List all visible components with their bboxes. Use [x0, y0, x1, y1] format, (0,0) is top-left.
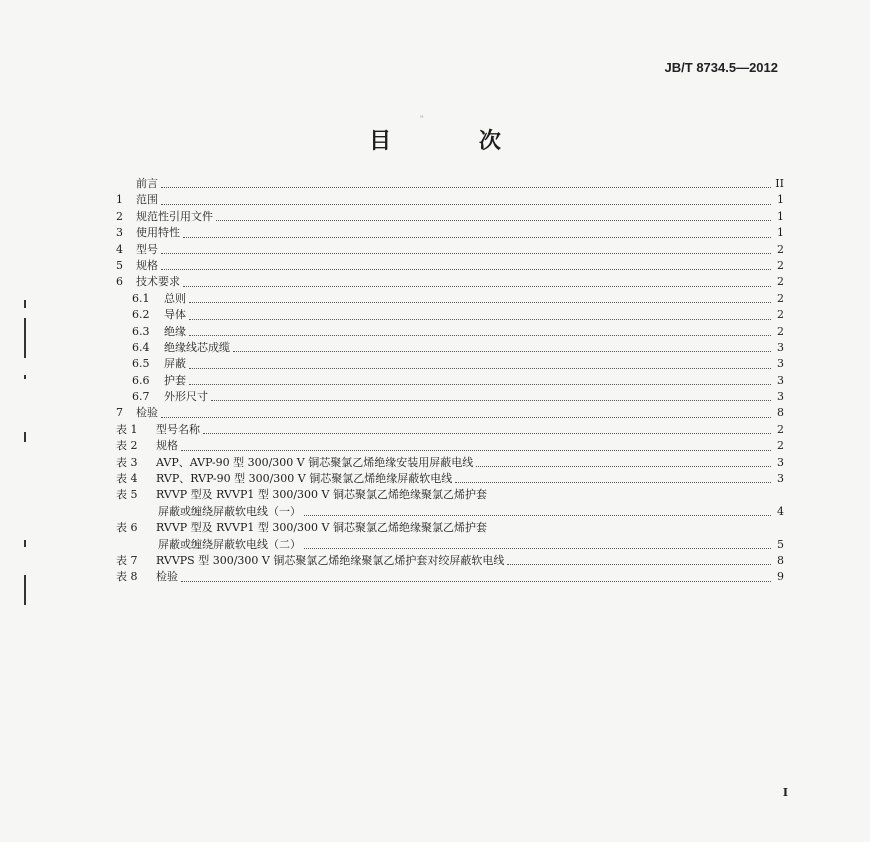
toc-entry-page: 2 [777, 439, 784, 453]
toc-entry-number: 6.2 [132, 308, 150, 322]
toc-entry-title: 护套 [164, 373, 186, 387]
toc-entry [116, 340, 784, 356]
toc-entry-number: 表 5 [116, 488, 138, 502]
toc-entry-page: 3 [777, 390, 784, 404]
dot-leader [189, 334, 771, 336]
scan-edge-mark [24, 300, 26, 308]
scan-edge-mark [24, 432, 26, 442]
toc-entry-number: 6.5 [132, 357, 150, 371]
toc-entry-title: 型号名称 [156, 422, 200, 436]
toc-entry [116, 405, 784, 421]
dot-leader [211, 399, 771, 401]
toc-entry-number: 表 1 [116, 422, 138, 436]
toc-entry-page: 2 [777, 324, 784, 338]
dot-leader [189, 383, 771, 385]
toc-entry [116, 242, 784, 258]
toc-entry-title: 技术要求 [136, 275, 180, 289]
toc-entry-title: 规格 [136, 258, 158, 272]
scan-edge-mark [24, 575, 26, 605]
toc-entry [116, 356, 784, 372]
toc-table-entry [116, 471, 784, 487]
toc-table-entry [116, 487, 784, 503]
toc-entry-title: 规范性引用文件 [136, 209, 213, 223]
toc-entry-page: 3 [777, 340, 784, 354]
toc-entry [116, 373, 784, 389]
dot-leader [304, 514, 771, 516]
toc-entry-page: 4 [777, 504, 784, 518]
dot-leader [455, 481, 771, 483]
toc-entry [116, 258, 784, 274]
toc-entry [116, 389, 784, 405]
toc-entry-number: 5 [116, 258, 123, 272]
dot-leader [203, 432, 771, 434]
toc-entry-title-continued: 屏蔽或缠绕屏蔽软电线（二） [158, 537, 301, 551]
toc-entry-page: 2 [777, 291, 784, 305]
toc-entry [116, 192, 784, 208]
toc-entry [116, 307, 784, 323]
page-title: 目 次 [369, 128, 541, 154]
toc-table-entry-continuation [116, 537, 784, 553]
speck-mark: '' [420, 115, 424, 123]
toc-entry [116, 209, 784, 225]
dot-leader [161, 252, 771, 254]
toc-entry-number: 3 [116, 226, 123, 240]
table-of-contents [116, 176, 784, 586]
toc-entry-title: 外形尺寸 [164, 390, 208, 404]
toc-entry-number: 6.6 [132, 373, 150, 387]
toc-entry-number: 4 [116, 242, 123, 256]
toc-entry-page: 2 [777, 242, 784, 256]
scan-edge-mark [24, 318, 26, 358]
toc-entry-number: 表 6 [116, 521, 138, 535]
toc-entry-number: 表 3 [116, 455, 138, 469]
toc-entry-page: 9 [777, 570, 784, 584]
toc-entry-number: 表 8 [116, 570, 138, 584]
toc-entry-number: 表 7 [116, 553, 138, 567]
toc-entry-title: RVVP 型及 RVVP1 型 300/300 V 铜芯聚氯乙烯绝缘聚氯乙烯护套 [156, 488, 487, 502]
dot-leader [161, 416, 771, 418]
page-number: I [782, 786, 788, 799]
toc-table-entry-continuation [116, 504, 784, 520]
toc-entry-title: 屏蔽 [164, 357, 186, 371]
toc-table-entry [116, 553, 784, 569]
toc-entry-page: 2 [777, 275, 784, 289]
toc-entry-page: 1 [777, 209, 784, 223]
toc-entry [116, 176, 784, 192]
toc-entry-title: RVVPS 型 300/300 V 铜芯聚氯乙烯绝缘聚氯乙烯护套对绞屏蔽软电线 [156, 553, 505, 567]
toc-entry-number: 6 [116, 275, 123, 289]
toc-entry-title: 绝缘线芯成缆 [164, 340, 230, 354]
toc-entry-title: 绝缘 [164, 324, 186, 338]
toc-table-entry [116, 520, 784, 536]
toc-table-entry [116, 455, 784, 471]
dot-leader [161, 186, 771, 188]
toc-entry-number: 表 4 [116, 472, 138, 486]
toc-entry-page: 2 [777, 422, 784, 436]
dot-leader [161, 203, 771, 205]
toc-entry-title: RVP、RVP-90 型 300/300 V 铜芯聚氯乙烯绝缘屏蔽软电线 [156, 472, 453, 486]
toc-entry [116, 225, 784, 241]
toc-entry-number: 6.1 [132, 291, 150, 305]
toc-entry-page: 3 [777, 455, 784, 469]
scan-edge-mark [24, 375, 26, 379]
toc-entry-title: 检验 [156, 570, 178, 584]
dot-leader [476, 465, 771, 467]
toc-entry-title: 前言 [136, 176, 158, 190]
toc-entry-page: 3 [777, 472, 784, 486]
toc-entry-title: 总则 [164, 291, 186, 305]
toc-entry-number: 表 2 [116, 439, 138, 453]
toc-entry-page: 8 [777, 553, 784, 567]
toc-entry-page: 3 [777, 373, 784, 387]
toc-table-entry [116, 438, 784, 454]
toc-entry-title: 使用特性 [136, 226, 180, 240]
toc-entry [116, 274, 784, 290]
toc-entry-title-continued: 屏蔽或缠绕屏蔽软电线（一） [158, 504, 301, 518]
dot-leader [189, 367, 771, 369]
dot-leader [304, 547, 771, 549]
dot-leader [181, 449, 771, 451]
toc-entry-title: AVP、AVP-90 型 300/300 V 铜芯聚氯乙烯绝缘安装用屏蔽电线 [156, 455, 474, 469]
toc-entry-number: 1 [116, 193, 123, 207]
toc-entry-number: 7 [116, 406, 123, 420]
standard-code: JB/T 8734.5—2012 [664, 60, 778, 75]
toc-entry-title: RVVP 型及 RVVP1 型 300/300 V 铜芯聚氯乙烯绝缘聚氯乙烯护套 [156, 521, 487, 535]
scan-edge-mark [24, 540, 26, 547]
toc-entry-title: 型号 [136, 242, 158, 256]
toc-entry-title: 范围 [136, 193, 158, 207]
toc-entry-number: 6.7 [132, 390, 150, 404]
toc-entry-number: 6.4 [132, 340, 150, 354]
toc-entry-page: II [775, 176, 784, 190]
toc-table-entry [116, 569, 784, 585]
toc-entry-title: 导体 [164, 308, 186, 322]
toc-entry-page: 3 [777, 357, 784, 371]
dot-leader [189, 301, 771, 303]
toc-entry-title: 规格 [156, 439, 178, 453]
toc-entry [116, 324, 784, 340]
toc-entry-page: 5 [777, 537, 784, 551]
dot-leader [233, 350, 771, 352]
dot-leader [189, 318, 771, 320]
toc-entry-page: 2 [777, 308, 784, 322]
toc-entry-page: 8 [777, 406, 784, 420]
dot-leader [181, 580, 771, 582]
toc-entry-page: 2 [777, 258, 784, 272]
toc-entry [116, 291, 784, 307]
dot-leader [183, 285, 771, 287]
toc-entry-title: 检验 [136, 406, 158, 420]
toc-table-entry [116, 422, 784, 438]
dot-leader [507, 563, 771, 565]
dot-leader [183, 236, 771, 238]
toc-entry-page: 1 [777, 226, 784, 240]
toc-entry-number: 6.3 [132, 324, 150, 338]
dot-leader [216, 219, 771, 221]
toc-entry-number: 2 [116, 209, 123, 223]
toc-entry-page: 1 [777, 193, 784, 207]
dot-leader [161, 268, 771, 270]
